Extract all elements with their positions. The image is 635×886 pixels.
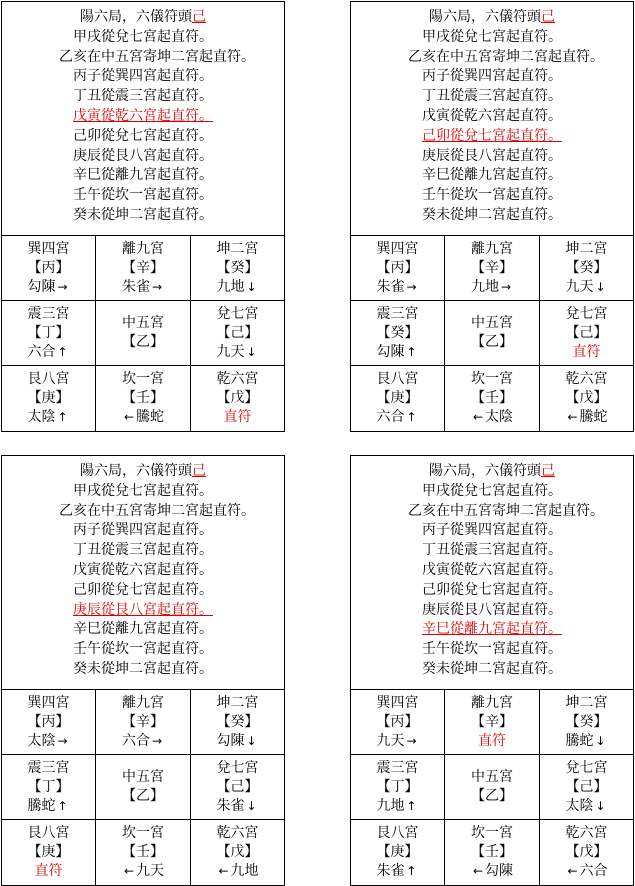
spirit-line [122,278,164,297]
spirit-line [566,408,608,427]
palace-name: 艮八宮 [376,825,419,841]
rule-line: 戊寅從乾六宮起直符。 [422,561,562,578]
palace-name: 中五宮 [471,315,513,331]
palace-name: 坎一宮 [122,825,164,841]
spirit-line [377,343,419,362]
palace-name: 坎一宮 [471,371,513,387]
spirit-line [573,343,601,362]
rule-line: 己卯從兌七宮起直符。 [422,581,562,598]
spirit-label: 九地 [376,797,405,814]
rule-line: 甲戌從兌七宮起直符。 [73,482,213,499]
spirit-label: 九天 [216,343,245,360]
rule-text-block [351,2,633,236]
arrow-up-icon: ↑ [406,410,417,424]
heaven-stem: 【乙】 [471,788,513,804]
spirit-label: 六合 [376,409,405,425]
rule-line: 辛巳從離九宮起直符。 [73,167,213,184]
spirit-label: 騰蛇 [579,409,608,425]
heaven-stem: 【戊】 [565,844,608,860]
palace-grid [2,690,284,885]
palace-cell [351,301,445,366]
heaven-stem: 【癸】 [565,259,608,276]
spirit-label: 直符 [478,732,506,749]
palace-name: 艮八宮 [376,371,419,387]
spirit-line [28,732,70,751]
rule-line: 己卯從兌七宮起直符。 [73,581,213,598]
spirit-label: 九地 [230,863,259,879]
spirit-label: 九地 [471,278,499,295]
spirit-label: 朱雀 [376,278,405,295]
rule-line: 己卯從兌七宮起直符。 [73,127,213,144]
spirit-label: 太陰 [27,409,56,425]
palace-name: 巽四宮 [27,694,70,711]
highlighted-rule-line: 戊寅從乾六宮起直符。 [73,107,213,124]
header-prefix: 陽六局，六儀符頭 [429,9,541,25]
palace-cell [540,755,633,820]
arrow-left-icon: ← [123,410,135,424]
palace-cell [96,820,191,885]
rule-line: 癸未從坤二宮起直符。 [422,660,562,677]
heaven-stem: 【丁】 [27,778,70,795]
palace-cell [445,690,540,755]
arrow-up-icon: ↑ [406,864,417,878]
palace-cell [540,820,633,885]
rule-line: 癸未從坤二宮起直符。 [73,206,213,223]
spirit-line [28,343,70,362]
palace-name: 坎一宮 [122,371,164,387]
heaven-stem: 【辛】 [122,713,164,730]
arrow-up-icon: ↑ [57,798,68,813]
spirit-label: 九天 [376,732,405,749]
palace-cell [2,366,96,431]
palace-cell [540,690,633,755]
heaven-stem: 【壬】 [471,390,513,406]
palace-cell [351,366,445,431]
palace-name: 兌七宮 [565,759,608,776]
palace-name: 離九宮 [471,694,513,711]
palace-cell [96,366,191,431]
arrow-down-icon: ↓ [246,798,257,813]
arrow-right-icon: → [57,733,68,748]
rule-line: 甲戌從兌七宮起直符。 [73,28,213,45]
palace-name: 坎一宮 [471,825,513,841]
heaven-stem: 【辛】 [471,259,513,276]
arrow-down-icon: ↓ [246,344,257,359]
palace-name: 坤二宮 [216,694,259,711]
arrow-left-icon: ← [472,864,484,878]
heaven-stem: 【乙】 [122,334,164,350]
palace-cell [2,755,96,820]
heaven-stem: 【己】 [216,778,259,795]
rule-line: 甲戌從兌七宮起直符。 [422,28,562,45]
heaven-stem: 【壬】 [122,844,164,860]
heaven-stem: 【丙】 [27,259,70,276]
palace-cell [191,236,284,301]
panel-top-right [350,1,634,432]
rule-line: 癸未從坤二宮起直符。 [73,660,213,677]
palace-name: 艮八宮 [27,371,70,387]
palace-cell [445,301,540,366]
spirit-label: 朱雀 [216,797,245,814]
spirit-label: 朱雀 [376,863,405,879]
palace-cell [445,820,540,885]
spirit-line [377,408,419,427]
heaven-stem: 【戊】 [565,390,608,406]
spirit-line [377,797,419,816]
spirit-line [377,862,419,881]
heaven-stem: 【丁】 [376,778,419,795]
highlighted-rule-line: 庚辰從艮八宮起直符。 [73,601,213,618]
spirit-label: 六合 [27,343,56,360]
spirit-line [122,862,164,881]
heaven-stem: 【癸】 [376,324,419,341]
rule-line: 丁丑從震三宮起直符。 [422,88,562,105]
highlighted-rule-line: 己卯從兌七宮起直符。 [422,127,562,144]
arrow-right-icon: → [406,279,417,294]
arrow-left-icon: ← [218,864,229,878]
palace-name: 震三宮 [376,759,419,776]
palace-cell [540,366,633,431]
rule-line: 戊寅從乾六宮起直符。 [422,107,562,124]
palace-name: 中五宮 [471,769,513,785]
heaven-stem: 【辛】 [471,713,513,730]
spirit-line [471,278,513,297]
rule-text-block [2,2,284,236]
rule-line: 丙子從巽四宮起直符。 [73,522,213,539]
arrow-up-icon: ↑ [57,410,68,424]
spirit-line [217,343,259,362]
header-line [429,462,555,482]
heaven-stem: 【壬】 [471,844,513,860]
rule-line: 丙子從巽四宮起直符。 [422,522,562,539]
spirit-line [35,862,63,881]
arrow-down-icon: ↓ [246,733,257,748]
spirit-line [28,797,70,816]
heaven-stem: 【癸】 [216,259,259,276]
palace-grid [351,690,633,885]
arrow-up-icon: ↑ [57,344,68,359]
header-line [429,8,555,28]
rule-line: 癸未從坤二宮起直符。 [422,206,562,223]
palace-name: 坤二宮 [565,240,608,257]
header-line [80,8,206,28]
arrow-left-icon: ← [472,410,484,424]
spirit-label: 太陰 [485,409,513,425]
spirit-label: 直符 [34,863,63,879]
palace-name: 艮八宮 [27,825,70,841]
heaven-stem: 【庚】 [27,390,70,406]
palace-cell [191,690,284,755]
heaven-stem: 【己】 [565,324,608,341]
heaven-stem: 【壬】 [122,390,164,406]
palace-cell [2,301,96,366]
spirit-line [566,797,608,816]
arrow-up-icon: ↑ [406,344,417,359]
spirit-label: 騰蛇 [136,409,164,425]
rule-line: 甲戌從兌七宮起直符。 [422,482,562,499]
arrow-down-icon: ↓ [595,798,606,813]
header-prefix: 陽六局，六儀符頭 [80,9,192,25]
palace-cell [96,301,191,366]
heaven-stem: 【戊】 [216,844,259,860]
rule-line: 乙亥在中五宮寄坤二宮起直符。 [59,502,255,519]
spirit-line [122,732,164,751]
rule-line: 庚辰從艮八宮起直符。 [422,147,562,164]
spirit-label: 六合 [122,732,150,749]
rule-line: 丙子從巽四宮起直符。 [422,68,562,85]
rule-text-block [351,456,633,690]
rule-line: 丁丑從震三宮起直符。 [73,542,213,559]
palace-name: 巽四宮 [27,240,70,257]
header-prefix: 陽六局，六儀符頭 [429,463,541,479]
spirit-label: 直符 [223,409,252,425]
palace-name: 乾六宮 [216,371,259,387]
palace-name: 離九宮 [122,240,164,257]
palace-cell [540,236,633,301]
palace-cell [540,301,633,366]
spirit-line [28,278,70,297]
spirit-line [122,408,164,427]
heaven-stem: 【庚】 [27,844,70,860]
palace-name: 乾六宮 [565,825,608,841]
spirit-label: 六合 [579,863,608,879]
palace-cell [351,236,445,301]
palace-cell [96,236,191,301]
rule-line: 丁丑從震三宮起直符。 [73,88,213,105]
spirit-label: 太陰 [27,732,56,749]
spirit-label: 直符 [572,343,601,360]
palace-grid [351,236,633,431]
palace-cell [191,301,284,366]
rule-line: 丁丑從震三宮起直符。 [422,542,562,559]
heaven-stem: 【己】 [565,778,608,795]
heaven-stem: 【丙】 [27,713,70,730]
arrow-right-icon: → [57,279,68,294]
spirit-label: 騰蛇 [27,797,56,814]
heaven-stem: 【癸】 [565,713,608,730]
heaven-stem: 【戊】 [216,390,259,406]
rule-line: 庚辰從艮八宮起直符。 [73,147,213,164]
palace-name: 坤二宮 [216,240,259,257]
rule-line: 壬午從坎一宮起直符。 [422,641,562,658]
spirit-label: 勾陳 [376,343,405,360]
header-prefix: 陽六局，六儀符頭 [80,463,192,479]
rule-line: 壬午從坎一宮起直符。 [73,187,213,204]
palace-cell [351,690,445,755]
rule-line: 乙亥在中五宮寄坤二宮起直符。 [408,502,604,519]
palace-cell [445,755,540,820]
heaven-stem: 【庚】 [376,844,419,860]
arrow-down-icon: ↓ [595,279,606,294]
palace-cell [2,820,96,885]
palace-name: 兌七宮 [216,305,259,322]
palace-name: 乾六宮 [565,371,608,387]
spirit-line [478,732,506,751]
spirit-line [217,732,259,751]
spirit-label: 勾陳 [27,278,56,295]
heaven-stem: 【己】 [216,324,259,341]
spirit-line [217,797,259,816]
palace-cell [96,755,191,820]
arrow-down-icon: ↓ [246,279,257,294]
palace-name: 巽四宮 [376,694,419,711]
arrow-left-icon: ← [567,864,578,878]
spirit-label: 太陰 [565,797,594,814]
palace-grid [2,236,284,431]
spirit-line [217,278,259,297]
palace-name: 中五宮 [122,315,164,331]
palace-cell [351,755,445,820]
palace-name: 兌七宮 [565,305,608,322]
palace-name: 震三宮 [376,305,419,322]
header-ji: 己 [192,9,206,25]
arrow-right-icon: → [151,279,163,294]
spirit-line [471,408,513,427]
palace-name: 離九宮 [471,240,513,257]
highlighted-rule-line: 辛巳從離九宮起直符。 [422,621,562,638]
header-ji: 己 [541,9,555,25]
heaven-stem: 【乙】 [122,788,164,804]
spirit-label: 勾陳 [485,863,513,879]
spirit-label: 九地 [216,278,245,295]
spirit-label: 騰蛇 [565,732,594,749]
palace-cell [445,366,540,431]
palace-cell [445,236,540,301]
heaven-stem: 【丙】 [376,259,419,276]
spirit-line [377,278,419,297]
arrow-right-icon: → [500,279,512,294]
rule-line: 辛巳從離九宮起直符。 [73,621,213,638]
palace-cell [191,366,284,431]
palace-name: 乾六宮 [216,825,259,841]
palace-name: 中五宮 [122,769,164,785]
spirit-line [471,862,513,881]
rule-line: 壬午從坎一宮起直符。 [422,187,562,204]
palace-cell [2,690,96,755]
palace-name: 震三宮 [27,759,70,776]
rule-line: 庚辰從艮八宮起直符。 [422,601,562,618]
rule-line: 乙亥在中五宮寄坤二宮起直符。 [59,48,255,65]
heaven-stem: 【辛】 [122,259,164,276]
panel-top-left [1,1,285,432]
spirit-line [224,408,252,427]
rule-line: 壬午從坎一宮起直符。 [73,641,213,658]
rule-line: 丙子從巽四宮起直符。 [73,68,213,85]
spirit-line [217,862,259,881]
spirit-label: 九天 [565,278,594,295]
header-ji: 己 [192,463,206,479]
rule-line: 乙亥在中五宮寄坤二宮起直符。 [408,48,604,65]
arrow-left-icon: ← [123,864,135,878]
header-line [80,462,206,482]
palace-cell [2,236,96,301]
spirit-line [566,862,608,881]
heaven-stem: 【丁】 [27,324,70,341]
palace-cell [96,690,191,755]
arrow-down-icon: ↓ [595,733,606,748]
palace-cell [191,755,284,820]
heaven-stem: 【丙】 [376,713,419,730]
arrow-right-icon: → [151,733,163,748]
arrow-left-icon: ← [567,410,578,424]
spirit-label: 九天 [136,863,164,879]
palace-name: 兌七宮 [216,759,259,776]
arrow-right-icon: → [406,733,417,748]
spirit-line [566,732,608,751]
heaven-stem: 【癸】 [216,713,259,730]
palace-cell [191,820,284,885]
panel-bottom-right [350,455,634,886]
panel-bottom-left [1,455,285,886]
palace-name: 離九宮 [122,694,164,711]
rule-line: 戊寅從乾六宮起直符。 [73,561,213,578]
spirit-label: 勾陳 [216,732,245,749]
palace-name: 巽四宮 [376,240,419,257]
palace-cell [351,820,445,885]
arrow-up-icon: ↑ [406,798,417,813]
palace-name: 震三宮 [27,305,70,322]
palace-name: 坤二宮 [565,694,608,711]
heaven-stem: 【乙】 [471,334,513,350]
spirit-line [377,732,419,751]
rule-text-block [2,456,284,690]
heaven-stem: 【庚】 [376,390,419,406]
spirit-line [28,408,70,427]
header-ji: 己 [541,463,555,479]
rule-line: 辛巳從離九宮起直符。 [422,167,562,184]
spirit-label: 朱雀 [122,278,150,295]
spirit-line [566,278,608,297]
